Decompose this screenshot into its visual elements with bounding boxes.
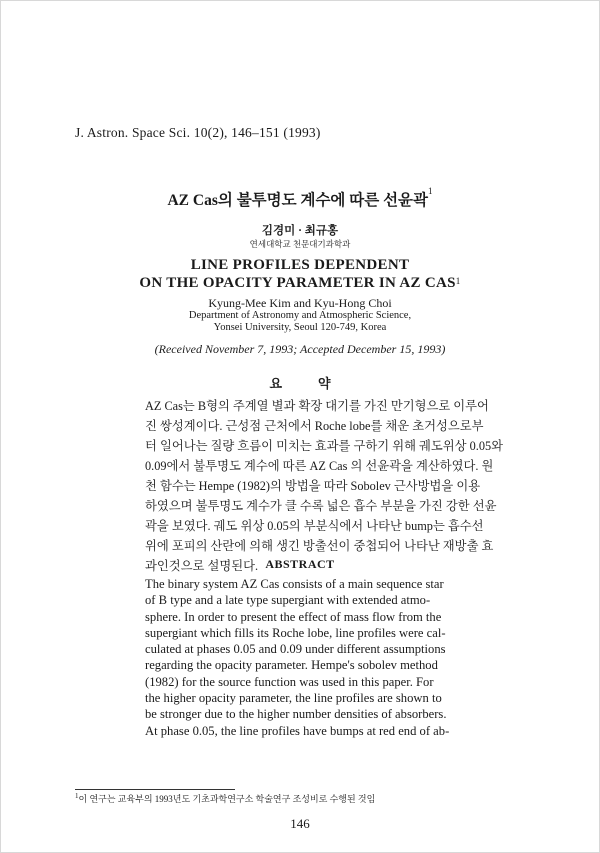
english-abstract-heading: ABSTRACT xyxy=(265,557,335,571)
korean-abstract-line: 터 일어나는 질량 흐름이 미치는 효과를 구하기 위해 궤도위상 0.05와 xyxy=(145,439,504,453)
korean-abstract-line: 진 쌍성계이다. 근성점 근처에서 Roche lobe를 채운 초거성으로부 xyxy=(145,419,484,433)
english-abstract-line: culated at phases 0.05 and 0.09 under different assumptions xyxy=(145,642,446,657)
english-abstract-line: At phase 0.05, the line profiles have bumps at red end of ab- xyxy=(145,723,450,738)
korean-abstract-line: 곽을 보였다. 궤도 위상 0.05의 부분식에서 나타난 bump는 흡수선 xyxy=(145,519,484,533)
received-dates: (Received November 7, 1993; Accepted December 15, 1993) xyxy=(154,342,446,356)
english-abstract-line: of B type and a late type supergiant with extended atmo- xyxy=(145,593,431,608)
korean-title-text: AZ Cas의 불투명도 계수에 따른 선윤곽 xyxy=(167,192,429,209)
english-title xyxy=(0,256,600,292)
korean-abstract-heading-char-2: 약 xyxy=(318,376,331,391)
english-title-line-1: LINE PROFILES DEPENDENT xyxy=(190,257,410,273)
korean-abstract-line: 0.09에서 불투명도 계수에 따른 AZ Cas 의 선윤곽을 계산하였다. 원 xyxy=(145,459,494,473)
page-number: 146 xyxy=(290,816,310,831)
english-abstract-line: regarding the opacity parameter. Hempe's sobolev method xyxy=(145,658,438,673)
english-title-line-2-text: ON THE OPACITY PARAMETER IN AZ CAS xyxy=(139,275,456,291)
korean-affiliation: 연세대학교 천문대기과학과 xyxy=(249,239,351,249)
english-abstract-line: supergiant which fills its Roche lobe, line profiles were cal- xyxy=(145,625,446,640)
korean-title-footnote-mark: 1 xyxy=(428,186,433,196)
english-abstract-line: the higher opacity parameter, the line profiles are shown to xyxy=(145,691,442,706)
footnote-mark: 1 xyxy=(75,792,79,800)
english-affiliation xyxy=(0,310,600,334)
korean-abstract-body xyxy=(145,396,525,576)
english-abstract-body xyxy=(145,576,525,739)
footnote-text: 이 연구는 교육부의 1993년도 기초과학연구소 학술연구 조성비로 수행된 것임 xyxy=(78,794,376,804)
korean-abstract-heading xyxy=(0,373,600,392)
korean-abstract-heading-char-1: 요 xyxy=(269,376,282,391)
english-authors: Kyung-Mee Kim and Kyu-Hong Choi xyxy=(208,296,392,310)
english-affiliation-line-1: Department of Astronomy and Atmospheric Science, xyxy=(188,310,412,321)
english-abstract-line: be stronger due to the higher number densities of absorbers. xyxy=(145,707,447,722)
english-title-footnote-mark: 1 xyxy=(455,276,461,286)
korean-abstract-line: AZ Cas는 B형의 주계열 별과 확장 대기를 가진 만기형으로 이루어 xyxy=(145,399,489,413)
english-abstract-line: (1982) for the source function was used in this paper. For xyxy=(145,674,434,689)
footnote-rule xyxy=(75,789,235,790)
english-abstract-line: The binary system AZ Cas consists of a main sequence star xyxy=(145,577,444,591)
korean-abstract-line: 과인것으로 설명된다. xyxy=(145,559,259,573)
english-title-line-2 xyxy=(0,274,600,292)
journal-citation: J. Astron. Space Sci. 10(2), 146–151 (1993) xyxy=(75,125,321,140)
footnote xyxy=(75,792,375,805)
korean-abstract-line: 천 함수는 Hempe (1982)의 방법을 따라 Sobolev 근사방법을 이용 xyxy=(145,479,481,493)
english-abstract-line: sphere. In order to present the effect of mass flow from the xyxy=(145,609,442,624)
korean-abstract-line: 위에 포피의 산란에 의해 생긴 방출선이 중첩되어 나타난 재방출 효 xyxy=(145,539,494,553)
korean-title xyxy=(0,188,600,210)
korean-abstract-line: 하였으며 불투명도 계수가 클 수록 넓은 흡수 부분을 가진 강한 선윤 xyxy=(145,499,497,513)
korean-authors: 김경미 · 최규홍 xyxy=(261,225,339,237)
english-affiliation-line-2: Yonsei University, Seoul 120-749, Korea xyxy=(213,322,387,333)
